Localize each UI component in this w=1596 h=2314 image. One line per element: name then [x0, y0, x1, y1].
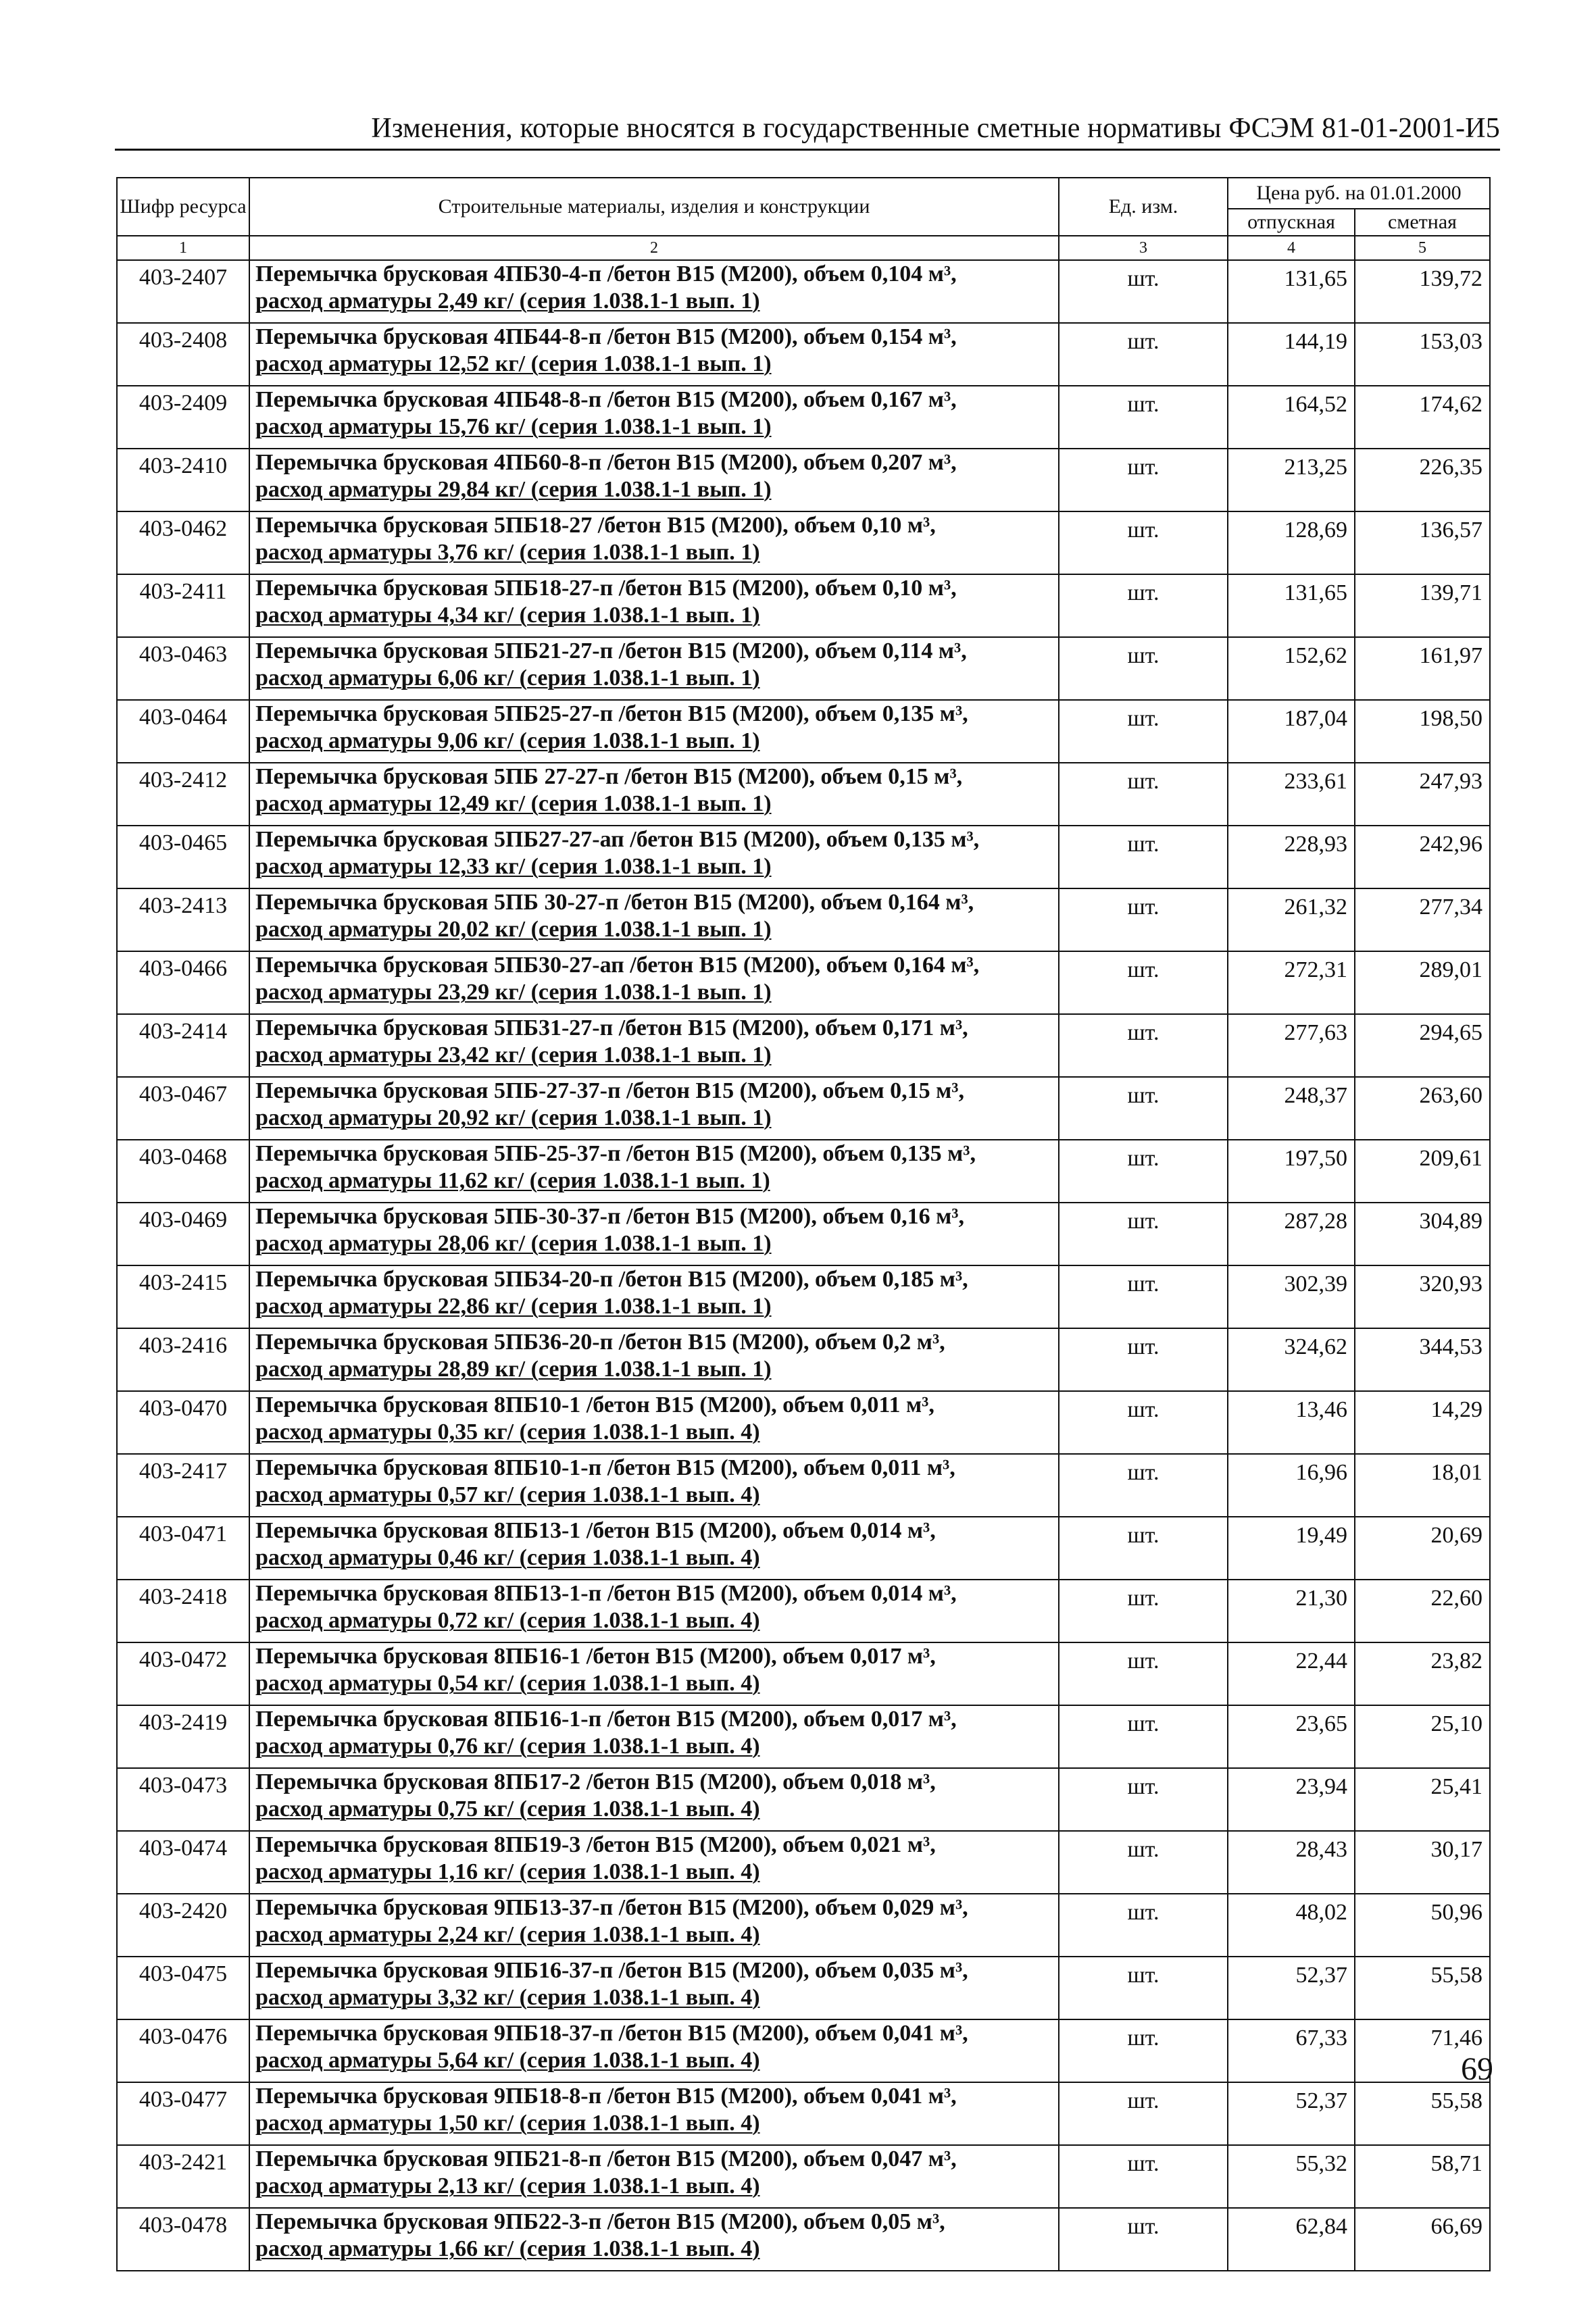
estimate-price-cell: 263,60	[1355, 1077, 1490, 1140]
column-header-code: Шифр ресурса	[117, 178, 249, 236]
resource-code-cell: 403-2407	[117, 260, 249, 323]
description-line: Перемычка брусковая 9ПБ18-8-п /бетон В15 (М200), объем 0,041 м³,	[255, 2084, 957, 2109]
material-description-cell	[249, 2145, 1059, 2208]
reinforcement-line: расход арматуры 0,35 кг/ (серия 1.038.1-1 вып. 4)	[255, 1419, 760, 1444]
estimate-price-cell: 209,61	[1355, 1140, 1490, 1203]
estimate-price-cell: 55,58	[1355, 1957, 1490, 2019]
release-price-cell: 272,31	[1228, 951, 1355, 1014]
material-description-cell	[249, 1391, 1059, 1454]
table-row	[117, 1454, 1490, 1517]
release-price-cell: 131,65	[1228, 260, 1355, 323]
unit-cell: шт.	[1059, 386, 1228, 449]
material-description-cell	[249, 2208, 1059, 2271]
description-line: Перемычка брусковая 4ПБ48-8-п /бетон В15 (М200), объем 0,167 м³,	[255, 387, 957, 412]
table-row	[117, 449, 1490, 511]
header-divider	[115, 149, 1500, 151]
material-description-cell	[249, 763, 1059, 826]
reinforcement-line: расход арматуры 3,32 кг/ (серия 1.038.1-1 вып. 4)	[255, 1985, 760, 2010]
material-description-cell	[249, 1642, 1059, 1705]
description-line: Перемычка брусковая 8ПБ10-1-п /бетон В15 (М200), объем 0,011 м³,	[255, 1455, 955, 1480]
table-row	[117, 1391, 1490, 1454]
reinforcement-line: расход арматуры 23,29 кг/ (серия 1.038.1-1 вып. 1)	[255, 980, 772, 1005]
release-price-cell: 48,02	[1228, 1894, 1355, 1957]
release-price-cell: 19,49	[1228, 1517, 1355, 1580]
estimate-price-cell: 277,34	[1355, 888, 1490, 951]
material-description-cell	[249, 1265, 1059, 1328]
reinforcement-line: расход арматуры 0,76 кг/ (серия 1.038.1-1 вып. 4)	[255, 1734, 760, 1759]
description-line: Перемычка брусковая 5ПБ18-27 /бетон В15 (М200), объем 0,10 м³,	[255, 513, 936, 538]
table-row	[117, 1894, 1490, 1957]
description-line: Перемычка брусковая 5ПБ25-27-п /бетон В15 (М200), объем 0,135 м³,	[255, 701, 968, 726]
release-price-cell: 21,30	[1228, 1580, 1355, 1642]
release-price-cell: 287,28	[1228, 1203, 1355, 1265]
estimate-price-cell: 25,41	[1355, 1768, 1490, 1831]
resource-code-cell: 403-0476	[117, 2019, 249, 2082]
estimate-price-cell: 55,58	[1355, 2082, 1490, 2145]
release-price-cell: 62,84	[1228, 2208, 1355, 2271]
unit-cell: шт.	[1059, 449, 1228, 511]
release-price-cell: 55,32	[1228, 2145, 1355, 2208]
resource-code-cell: 403-0463	[117, 637, 249, 700]
estimate-price-cell: 71,46	[1355, 2019, 1490, 2082]
page-header-title: Изменения, которые вносятся в государственные сметные нормативы ФСЭМ 81-01-2001-И5	[371, 113, 1500, 144]
unit-cell: шт.	[1059, 511, 1228, 574]
description-line: Перемычка брусковая 8ПБ19-3 /бетон В15 (М200), объем 0,021 м³,	[255, 1832, 936, 1857]
resource-code-cell: 403-0470	[117, 1391, 249, 1454]
table-row	[117, 951, 1490, 1014]
estimate-price-cell: 174,62	[1355, 386, 1490, 449]
table-row	[117, 2208, 1490, 2271]
estimate-price-cell: 14,29	[1355, 1391, 1490, 1454]
column-header-estimate-price: сметная	[1355, 209, 1490, 236]
release-price-cell: 23,65	[1228, 1705, 1355, 1768]
description-line: Перемычка брусковая 5ПБ-25-37-п /бетон В15 (М200), объем 0,135 м³,	[255, 1141, 976, 1166]
material-description-cell	[249, 1705, 1059, 1768]
material-description-cell	[249, 2019, 1059, 2082]
description-line: Перемычка брусковая 9ПБ13-37-п /бетон В15 (М200), объем 0,029 м³,	[255, 1895, 968, 1920]
reinforcement-line: расход арматуры 2,24 кг/ (серия 1.038.1-1 вып. 4)	[255, 1922, 760, 1947]
reinforcement-line: расход арматуры 2,13 кг/ (серия 1.038.1-1 вып. 4)	[255, 2173, 760, 2198]
estimate-price-cell: 139,71	[1355, 574, 1490, 637]
reinforcement-line: расход арматуры 29,84 кг/ (серия 1.038.1-1 вып. 1)	[255, 477, 772, 502]
table-row	[117, 1140, 1490, 1203]
resource-code-cell: 403-0473	[117, 1768, 249, 1831]
column-number: 4	[1228, 236, 1355, 260]
resource-code-cell: 403-2411	[117, 574, 249, 637]
release-price-cell: 16,96	[1228, 1454, 1355, 1517]
material-description-cell	[249, 574, 1059, 637]
resource-code-cell: 403-0466	[117, 951, 249, 1014]
resource-code-cell: 403-0462	[117, 511, 249, 574]
material-description-cell	[249, 449, 1059, 511]
reinforcement-line: расход арматуры 12,33 кг/ (серия 1.038.1-1 вып. 1)	[255, 854, 772, 879]
unit-cell: шт.	[1059, 637, 1228, 700]
table-row	[117, 826, 1490, 888]
page-number: 69	[1461, 2051, 1493, 2087]
unit-cell: шт.	[1059, 574, 1228, 637]
description-line: Перемычка брусковая 4ПБ60-8-п /бетон В15 (М200), объем 0,207 м³,	[255, 450, 957, 475]
materials-price-table	[116, 177, 1491, 2271]
release-price-cell: 324,62	[1228, 1328, 1355, 1391]
reinforcement-line: расход арматуры 12,52 кг/ (серия 1.038.1-1 вып. 1)	[255, 351, 772, 376]
reinforcement-line: расход арматуры 28,06 кг/ (серия 1.038.1-1 вып. 1)	[255, 1231, 772, 1256]
description-line: Перемычка брусковая 5ПБ21-27-п /бетон В15 (М200), объем 0,114 м³,	[255, 638, 967, 663]
resource-code-cell: 403-0465	[117, 826, 249, 888]
estimate-price-cell: 20,69	[1355, 1517, 1490, 1580]
resource-code-cell: 403-2414	[117, 1014, 249, 1077]
estimate-price-cell: 198,50	[1355, 700, 1490, 763]
release-price-cell: 187,04	[1228, 700, 1355, 763]
estimate-price-cell: 23,82	[1355, 1642, 1490, 1705]
table-row	[117, 888, 1490, 951]
material-description-cell	[249, 260, 1059, 323]
table-row	[117, 637, 1490, 700]
estimate-price-cell: 30,17	[1355, 1831, 1490, 1894]
unit-cell: шт.	[1059, 323, 1228, 386]
resource-code-cell: 403-2408	[117, 323, 249, 386]
unit-cell: шт.	[1059, 2082, 1228, 2145]
release-price-cell: 52,37	[1228, 2082, 1355, 2145]
release-price-cell: 128,69	[1228, 511, 1355, 574]
reinforcement-line: расход арматуры 2,49 кг/ (серия 1.038.1-1 вып. 1)	[255, 288, 760, 313]
description-line: Перемычка брусковая 4ПБ30-4-п /бетон В15 (М200), объем 0,104 м³,	[255, 261, 957, 286]
unit-cell: шт.	[1059, 260, 1228, 323]
unit-cell: шт.	[1059, 1454, 1228, 1517]
table-row	[117, 1265, 1490, 1328]
table-row	[117, 2145, 1490, 2208]
column-number-row	[117, 236, 1490, 260]
estimate-price-cell: 136,57	[1355, 511, 1490, 574]
reinforcement-line: расход арматуры 6,06 кг/ (серия 1.038.1-1 вып. 1)	[255, 665, 760, 690]
table-body	[117, 260, 1490, 2271]
estimate-price-cell: 289,01	[1355, 951, 1490, 1014]
unit-cell: шт.	[1059, 1957, 1228, 2019]
material-description-cell	[249, 1580, 1059, 1642]
resource-code-cell: 403-2409	[117, 386, 249, 449]
table-row	[117, 2082, 1490, 2145]
estimate-price-cell: 226,35	[1355, 449, 1490, 511]
description-line: Перемычка брусковая 5ПБ30-27-ап /бетон В15 (М200), объем 0,164 м³,	[255, 953, 980, 978]
resource-code-cell: 403-2421	[117, 2145, 249, 2208]
material-description-cell	[249, 637, 1059, 700]
reinforcement-line: расход арматуры 3,76 кг/ (серия 1.038.1-1 вып. 1)	[255, 540, 760, 565]
column-number: 1	[117, 236, 249, 260]
table-row	[117, 1957, 1490, 2019]
description-line: Перемычка брусковая 8ПБ17-2 /бетон В15 (М200), объем 0,018 м³,	[255, 1769, 936, 1794]
table-row	[117, 1642, 1490, 1705]
release-price-cell: 152,62	[1228, 637, 1355, 700]
resource-code-cell: 403-0471	[117, 1517, 249, 1580]
material-description-cell	[249, 386, 1059, 449]
release-price-cell: 52,37	[1228, 1957, 1355, 2019]
description-line: Перемычка брусковая 8ПБ16-1-п /бетон В15 (М200), объем 0,017 м³,	[255, 1707, 957, 1732]
table-row	[117, 1831, 1490, 1894]
table-row	[117, 1014, 1490, 1077]
unit-cell: шт.	[1059, 700, 1228, 763]
description-line: Перемычка брусковая 9ПБ21-8-п /бетон В15 (М200), объем 0,047 м³,	[255, 2146, 957, 2171]
release-price-cell: 277,63	[1228, 1014, 1355, 1077]
resource-code-cell: 403-0467	[117, 1077, 249, 1140]
reinforcement-line: расход арматуры 12,49 кг/ (серия 1.038.1-1 вып. 1)	[255, 791, 772, 816]
reinforcement-line: расход арматуры 28,89 кг/ (серия 1.038.1-1 вып. 1)	[255, 1357, 772, 1382]
table-row	[117, 323, 1490, 386]
unit-cell: шт.	[1059, 1580, 1228, 1642]
unit-cell: шт.	[1059, 951, 1228, 1014]
table-row	[117, 1768, 1490, 1831]
release-price-cell: 228,93	[1228, 826, 1355, 888]
column-number: 5	[1355, 236, 1490, 260]
estimate-price-cell: 153,03	[1355, 323, 1490, 386]
reinforcement-line: расход арматуры 1,16 кг/ (серия 1.038.1-1 вып. 4)	[255, 1859, 760, 1884]
release-price-cell: 144,19	[1228, 323, 1355, 386]
table-row	[117, 763, 1490, 826]
reinforcement-line: расход арматуры 0,54 кг/ (серия 1.038.1-1 вып. 4)	[255, 1671, 760, 1696]
material-description-cell	[249, 888, 1059, 951]
release-price-cell: 197,50	[1228, 1140, 1355, 1203]
table-row	[117, 511, 1490, 574]
unit-cell: шт.	[1059, 1014, 1228, 1077]
resource-code-cell: 403-0478	[117, 2208, 249, 2271]
column-number: 2	[249, 236, 1059, 260]
resource-code-cell: 403-0474	[117, 1831, 249, 1894]
description-line: Перемычка брусковая 5ПБ31-27-п /бетон В15 (М200), объем 0,171 м³,	[255, 1015, 968, 1040]
table-row	[117, 1705, 1490, 1768]
unit-cell: шт.	[1059, 1265, 1228, 1328]
resource-code-cell: 403-2413	[117, 888, 249, 951]
column-header-release-price: отпускная	[1228, 209, 1355, 236]
reinforcement-line: расход арматуры 5,64 кг/ (серия 1.038.1-1 вып. 4)	[255, 2048, 760, 2073]
resource-code-cell: 403-0475	[117, 1957, 249, 2019]
description-line: Перемычка брусковая 5ПБ-27-37-п /бетон В15 (М200), объем 0,15 м³,	[255, 1078, 964, 1103]
material-description-cell	[249, 1014, 1059, 1077]
description-line: Перемычка брусковая 5ПБ27-27-ап /бетон В15 (М200), объем 0,135 м³,	[255, 827, 980, 852]
resource-code-cell: 403-2416	[117, 1328, 249, 1391]
table-row	[117, 700, 1490, 763]
estimate-price-cell: 58,71	[1355, 2145, 1490, 2208]
release-price-cell: 233,61	[1228, 763, 1355, 826]
reinforcement-line: расход арматуры 22,86 кг/ (серия 1.038.1-1 вып. 1)	[255, 1294, 772, 1319]
unit-cell: шт.	[1059, 1077, 1228, 1140]
reinforcement-line: расход арматуры 11,62 кг/ (серия 1.038.1-1 вып. 1)	[255, 1168, 770, 1193]
estimate-price-cell: 18,01	[1355, 1454, 1490, 1517]
estimate-price-cell: 304,89	[1355, 1203, 1490, 1265]
release-price-cell: 28,43	[1228, 1831, 1355, 1894]
reinforcement-line: расход арматуры 0,57 кг/ (серия 1.038.1-1 вып. 4)	[255, 1482, 760, 1507]
description-line: Перемычка брусковая 9ПБ22-3-п /бетон В15 (М200), объем 0,05 м³,	[255, 2209, 945, 2234]
description-line: Перемычка брусковая 4ПБ44-8-п /бетон В15 (М200), объем 0,154 м³,	[255, 324, 957, 349]
estimate-price-cell: 294,65	[1355, 1014, 1490, 1077]
release-price-cell: 13,46	[1228, 1391, 1355, 1454]
release-price-cell: 261,32	[1228, 888, 1355, 951]
resource-code-cell: 403-0469	[117, 1203, 249, 1265]
resource-code-cell: 403-2419	[117, 1705, 249, 1768]
description-line: Перемычка брусковая 8ПБ10-1 /бетон В15 (М200), объем 0,011 м³,	[255, 1392, 934, 1417]
estimate-price-cell: 25,10	[1355, 1705, 1490, 1768]
unit-cell: шт.	[1059, 1705, 1228, 1768]
description-line: Перемычка брусковая 8ПБ13-1-п /бетон В15 (М200), объем 0,014 м³,	[255, 1581, 957, 1606]
material-description-cell	[249, 1768, 1059, 1831]
description-line: Перемычка брусковая 5ПБ34-20-п /бетон В15 (М200), объем 0,185 м³,	[255, 1267, 968, 1292]
estimate-price-cell: 344,53	[1355, 1328, 1490, 1391]
reinforcement-line: расход арматуры 0,75 кг/ (серия 1.038.1-1 вып. 4)	[255, 1796, 760, 1821]
estimate-price-cell: 161,97	[1355, 637, 1490, 700]
resource-code-cell: 403-2410	[117, 449, 249, 511]
material-description-cell	[249, 511, 1059, 574]
resource-code-cell: 403-0464	[117, 700, 249, 763]
estimate-price-cell: 320,93	[1355, 1265, 1490, 1328]
material-description-cell	[249, 826, 1059, 888]
unit-cell: шт.	[1059, 1328, 1228, 1391]
material-description-cell	[249, 1894, 1059, 1957]
material-description-cell	[249, 1831, 1059, 1894]
resource-code-cell: 403-2420	[117, 1894, 249, 1957]
description-line: Перемычка брусковая 5ПБ-30-37-п /бетон В15 (М200), объем 0,16 м³,	[255, 1204, 964, 1229]
release-price-cell: 248,37	[1228, 1077, 1355, 1140]
reinforcement-line: расход арматуры 9,06 кг/ (серия 1.038.1-1 вып. 1)	[255, 728, 760, 753]
release-price-cell: 131,65	[1228, 574, 1355, 637]
table-row	[117, 260, 1490, 323]
material-description-cell	[249, 1077, 1059, 1140]
estimate-price-cell: 242,96	[1355, 826, 1490, 888]
unit-cell: шт.	[1059, 1517, 1228, 1580]
estimate-price-cell: 139,72	[1355, 260, 1490, 323]
column-header-unit: Ед. изм.	[1059, 178, 1228, 236]
estimate-price-cell: 247,93	[1355, 763, 1490, 826]
description-line: Перемычка брусковая 9ПБ18-37-п /бетон В15 (М200), объем 0,041 м³,	[255, 2021, 968, 2046]
unit-cell: шт.	[1059, 1140, 1228, 1203]
unit-cell: шт.	[1059, 1894, 1228, 1957]
unit-cell: шт.	[1059, 1642, 1228, 1705]
material-description-cell	[249, 1517, 1059, 1580]
release-price-cell: 213,25	[1228, 449, 1355, 511]
unit-cell: шт.	[1059, 1768, 1228, 1831]
description-line: Перемычка брусковая 8ПБ13-1 /бетон В15 (М200), объем 0,014 м³,	[255, 1518, 936, 1543]
release-price-cell: 22,44	[1228, 1642, 1355, 1705]
resource-code-cell: 403-2415	[117, 1265, 249, 1328]
unit-cell: шт.	[1059, 1203, 1228, 1265]
material-description-cell	[249, 1140, 1059, 1203]
reinforcement-line: расход арматуры 20,02 кг/ (серия 1.038.1-1 вып. 1)	[255, 917, 772, 942]
description-line: Перемычка брусковая 5ПБ18-27-п /бетон В15 (М200), объем 0,10 м³,	[255, 576, 957, 601]
resource-code-cell: 403-2417	[117, 1454, 249, 1517]
resource-code-cell: 403-2412	[117, 763, 249, 826]
description-line: Перемычка брусковая 9ПБ16-37-п /бетон В15 (М200), объем 0,035 м³,	[255, 1958, 968, 1983]
reinforcement-line: расход арматуры 1,66 кг/ (серия 1.038.1-1 вып. 4)	[255, 2236, 760, 2261]
description-line: Перемычка брусковая 5ПБ36-20-п /бетон В15 (М200), объем 0,2 м³,	[255, 1330, 945, 1355]
material-description-cell	[249, 1328, 1059, 1391]
table-row	[117, 1580, 1490, 1642]
unit-cell: шт.	[1059, 2208, 1228, 2271]
column-number: 3	[1059, 236, 1228, 260]
table-row	[117, 1077, 1490, 1140]
release-price-cell: 302,39	[1228, 1265, 1355, 1328]
reinforcement-line: расход арматуры 20,92 кг/ (серия 1.038.1-1 вып. 1)	[255, 1105, 772, 1130]
resource-code-cell: 403-0477	[117, 2082, 249, 2145]
material-description-cell	[249, 1454, 1059, 1517]
unit-cell: шт.	[1059, 826, 1228, 888]
material-description-cell	[249, 951, 1059, 1014]
unit-cell: шт.	[1059, 1831, 1228, 1894]
resource-code-cell: 403-0472	[117, 1642, 249, 1705]
release-price-cell: 23,94	[1228, 1768, 1355, 1831]
unit-cell: шт.	[1059, 763, 1228, 826]
material-description-cell	[249, 1203, 1059, 1265]
reinforcement-line: расход арматуры 4,34 кг/ (серия 1.038.1-1 вып. 1)	[255, 603, 760, 628]
table-row	[117, 1517, 1490, 1580]
unit-cell: шт.	[1059, 888, 1228, 951]
material-description-cell	[249, 323, 1059, 386]
reinforcement-line: расход арматуры 1,50 кг/ (серия 1.038.1-1 вып. 4)	[255, 2111, 760, 2136]
unit-cell: шт.	[1059, 2145, 1228, 2208]
column-header-materials: Строительные материалы, изделия и конструкции	[249, 178, 1059, 236]
table-row	[117, 2019, 1490, 2082]
table-row	[117, 1203, 1490, 1265]
reinforcement-line: расход арматуры 0,46 кг/ (серия 1.038.1-1 вып. 4)	[255, 1545, 760, 1570]
description-line: Перемычка брусковая 5ПБ 30-27-п /бетон В15 (М200), объем 0,164 м³,	[255, 890, 974, 915]
material-description-cell	[249, 2082, 1059, 2145]
column-header-price-group: Цена руб. на 01.01.2000	[1228, 178, 1490, 209]
material-description-cell	[249, 700, 1059, 763]
unit-cell: шт.	[1059, 1391, 1228, 1454]
description-line: Перемычка брусковая 8ПБ16-1 /бетон В15 (М200), объем 0,017 м³,	[255, 1644, 936, 1669]
table-row	[117, 574, 1490, 637]
reinforcement-line: расход арматуры 0,72 кг/ (серия 1.038.1-1 вып. 4)	[255, 1608, 760, 1633]
table-row	[117, 386, 1490, 449]
estimate-price-cell: 50,96	[1355, 1894, 1490, 1957]
reinforcement-line: расход арматуры 23,42 кг/ (серия 1.038.1-1 вып. 1)	[255, 1042, 772, 1067]
table-row	[117, 1328, 1490, 1391]
resource-code-cell: 403-0468	[117, 1140, 249, 1203]
resource-code-cell: 403-2418	[117, 1580, 249, 1642]
estimate-price-cell: 22,60	[1355, 1580, 1490, 1642]
estimate-price-cell: 66,69	[1355, 2208, 1490, 2271]
release-price-cell: 164,52	[1228, 386, 1355, 449]
reinforcement-line: расход арматуры 15,76 кг/ (серия 1.038.1-1 вып. 1)	[255, 414, 772, 439]
material-description-cell	[249, 1957, 1059, 2019]
release-price-cell: 67,33	[1228, 2019, 1355, 2082]
description-line: Перемычка брусковая 5ПБ 27-27-п /бетон В15 (М200), объем 0,15 м³,	[255, 764, 963, 789]
unit-cell: шт.	[1059, 2019, 1228, 2082]
